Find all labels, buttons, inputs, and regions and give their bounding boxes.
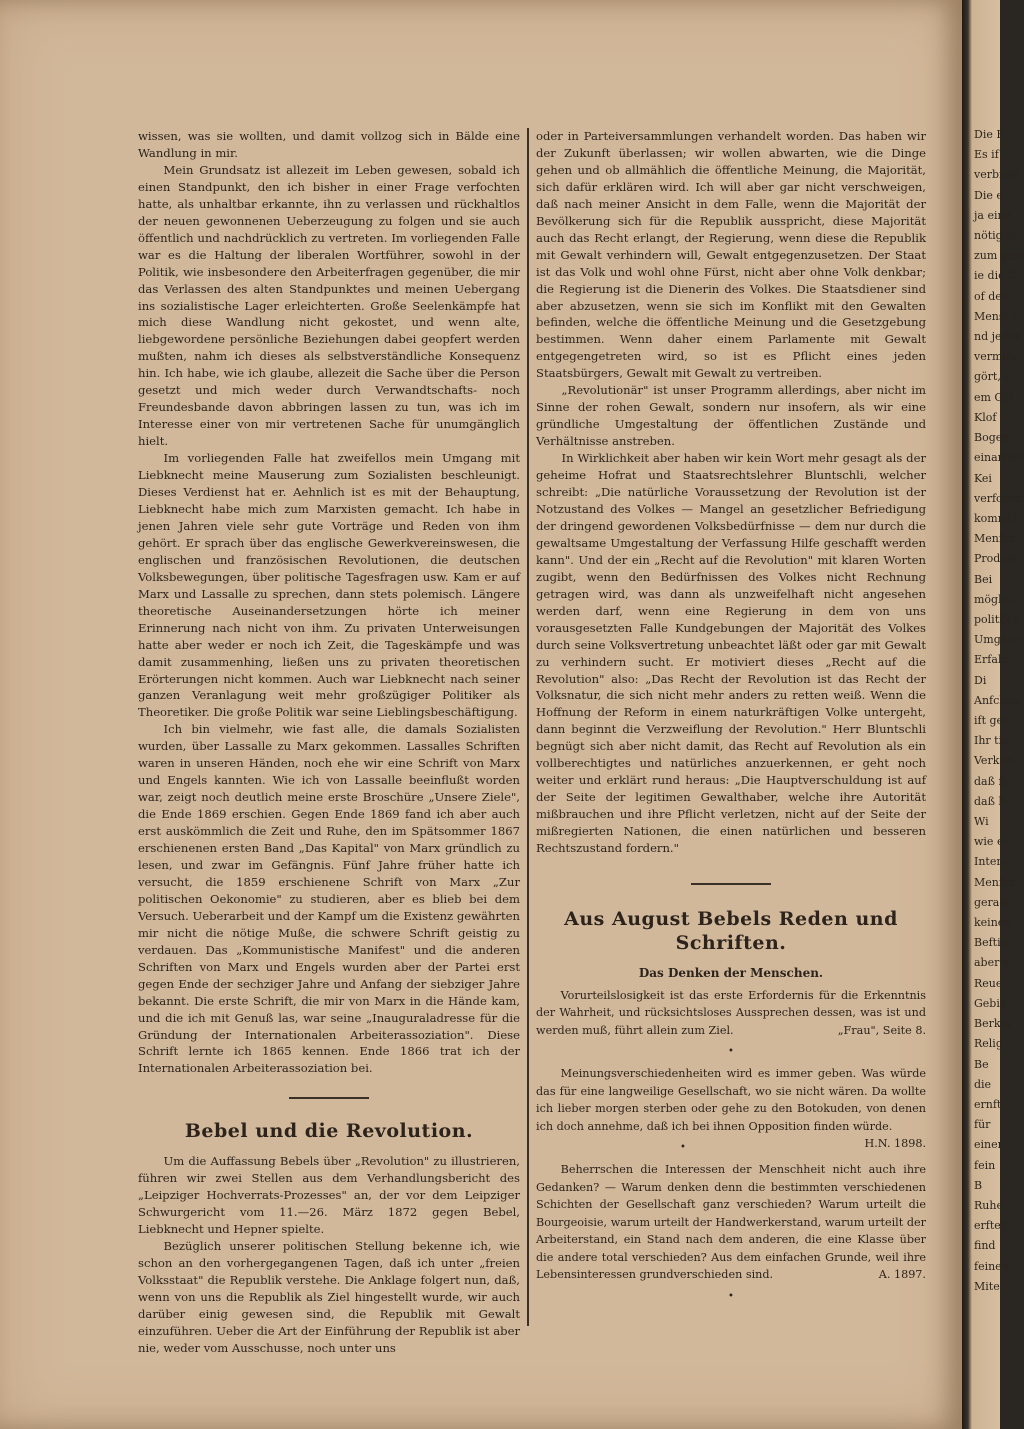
bullet-separator: •: [679, 1142, 686, 1154]
adjacent-page-text: nötig it: [974, 229, 1015, 242]
adjacent-page-text: ja eine: [974, 209, 1012, 222]
adjacent-page-edge: [962, 0, 1024, 1429]
quote-text: Beherrschen die Interessen der Menschheit nicht auch ihre Gedanken? — Warum denken denn die bestimmten verschiedenen Schichten der Gesellschaft ganz verschieden? Warum urteilt die Bourgeoisie, warum urteilt der Handwerkerstand, warum urteilt der Arbeiterstand, ein Stand nach dem anderen, die eine Klasse über die andere total verschieden? Aus dem einfachen Grunde, weil ihre Lebensinteressen grundverschieden sind. A. 1897.: [536, 1161, 926, 1284]
adjacent-page-text: möglich: [974, 593, 1019, 606]
adjacent-page-text: Intere: [974, 855, 1009, 868]
adjacent-page-text: Anfchau: [974, 694, 1020, 707]
adjacent-page-text: für: [974, 1118, 991, 1131]
adjacent-page-text: ie die C: [974, 269, 1017, 282]
quote-source: „Frau", Seite 8.: [837, 1023, 926, 1037]
adjacent-page-text: Verkeh: [974, 754, 1013, 767]
adjacent-page-text: Gebie: [974, 997, 1007, 1010]
section-title: Bebel und die Revolution.: [184, 1120, 474, 1143]
paragraph: Mein Grundsatz ist allezeit im Leben gewesen, sobald ich einen Standpunkt, den ich bisher in einer Frage verfochten hatte, als unhaltbar erkannte, ihn zu verlassen und rückhaltlos der neuen gewonnenen Ueberzeugung zu folgen und sie auch öffentlich und nachdrücklich zu vertreten. Im vorliegenden Falle war es die Haltung der liberalen Wortführer, sowohl in der Politik, wie insbesondere den Arbeiterfragen gegenüber, die mir das Verlassen des alten Standpunktes und meinen Uebergang ins sozialistische Lager erleichterten. Große Seelenkämpfe hat mich diese Wandlung nicht gekostet, und wenn alte, liebgewordene persönliche Beziehungen dabei geopfert werden mußten, nahm ich dieses als selbstverständliche Konsequenz hin. Ich habe, wie ich glaube, allezeit die Sache über die Person gesetzt und mich weder durch Verwandtschafts- noch Freundesbande davon abbringen lassen zu tun, was ich im Interesse einer von mir vertretenen Sache für unumgänglich hielt.: [138, 162, 520, 449]
bullet-separator: •: [728, 1290, 734, 1302]
adjacent-page-text: nd jedes: [974, 330, 1021, 343]
paragraph: wissen, was sie wollten, und damit vollzog sich in Bälde eine Wandlung in mir.: [138, 129, 520, 160]
paragraph: „Revolutionär" ist unser Programm allerdings, aber nicht im Sinne der rohen Gewalt, sondern nur insofern, als wir eine gründliche Umgestaltung der öffentlichen Zustände und Verhältnisse anstreben.: [536, 383, 926, 449]
adjacent-page-text: Menfch: [974, 876, 1017, 889]
adjacent-page-text: Umgang: [974, 633, 1022, 646]
adjacent-page-text: Mite: [974, 1280, 1000, 1293]
section-rule: [289, 1097, 369, 1099]
adjacent-page-text: Bei: [974, 573, 993, 586]
adjacent-page-text: B: [974, 1179, 983, 1192]
adjacent-page-text: gört, i: [974, 370, 1008, 383]
adjacent-page-text: feinen: [974, 1260, 1009, 1273]
adjacent-page-text: Wi: [974, 815, 989, 828]
paragraph: Bezüglich unserer politischen Stellung bekenne ich, wie schon an den vorhergegangenen Tagen, daß ich unter „freien Volksstaat" die Republik verstehe. Die Anklage folgert nun, daß, wenn von uns die Republik als Ziel hingestellt wurde, wir auch darüber einig gewesen sind, die Republik mit Gewalt einzuführen. Ueber die Art der Einführung der Republik ist aber nie, weder vom Ausschusse, noch unter uns: [138, 1239, 520, 1355]
paragraph: oder in Parteiversammlungen verhandelt worden. Das haben wir der Zukunft überlassen; wir wollen abwarten, wie die Dinge gehen und ob allmählich die öffentliche Meinung, die Majorität, sich dafür erklären wird. Ich will aber gar nicht verschweigen, daß nach meiner Ansicht in dem Falle, wenn die Majorität der Bevölkerung sich für die Republik ausspricht, diese Majorität auch das Recht erlangt, der Regierung, wenn diese die Republik mit Gewalt verhindern will, Gewalt entgegenzusetzen. Der Staat ist das Volk und wohl ohne Fürst, nicht aber ohne Volk denkbar; die Regierung ist die Dienerin des Volkes. Die Staatsdiener sind aber abzusetzen, wenn sie sich im Konflikt mit den Gewalten befinden, welche die öffentliche Meinung und die Gesetzgebung bestimmen. Wenn daher einem Parlamente mit Gewalt entgegengetreten wird, so ist es Pflicht eines jeden Staatsbürgers, Gewalt mit Gewalt zu vertreiben.: [536, 129, 926, 381]
adjacent-page-text: em Gei: [974, 391, 1014, 404]
quote-source: A. 1897.: [878, 1268, 926, 1282]
adjacent-page-text: wie ei: [974, 835, 1007, 848]
adjacent-page-text: Klof: [974, 411, 997, 424]
section-title: Aus August Bebels Reden und Schriften.: [564, 907, 898, 954]
left-column: [138, 128, 520, 1357]
adjacent-page-text: politifch: [974, 613, 1020, 626]
adjacent-page-text: aber a: [974, 956, 1010, 969]
quote-text: Vorurteilslosigkeit ist das erste Erfordernis für die Erkenntnis der Wahrheit, und rücksichtsloses Aussprechen dessen, was ist und werden muß, führt allein zum Ziel. „Frau", Seite 8.: [536, 987, 926, 1040]
adjacent-page-text: Kei: [974, 472, 992, 485]
adjacent-page-text: of dem: [974, 290, 1013, 303]
adjacent-page-text: Ruhe: [974, 1199, 1003, 1212]
adjacent-page-text: kommt): [974, 512, 1017, 525]
adjacent-page-text: Bogen: [974, 431, 1010, 444]
adjacent-page-text: die: [974, 1078, 992, 1091]
adjacent-page-text: Berkla: [974, 1017, 1011, 1030]
adjacent-page-text: Di: [974, 674, 987, 687]
section-rule: [691, 883, 771, 885]
paragraph: Ich bin vielmehr, wie fast alle, die damals Sozialisten wurden, über Lassalle zu Marx gekommen. Lassalles Schriften waren in unseren Händen, noch ehe wir eine Schrift von Marx und Engels kannten. Wie ich von Lassalle beeinflußt worden war, zeigt noch deutlich meine erste Broschüre „Unsere Ziele", die Ende 1869 erschien. Gegen Ende 1869 fand ich aber auch erst auskömmlich die Zeit und Ruhe, den im Spätsommer 1867 erschienenen ersten Band „Das Kapital" von Marx gründlich zu lesen, und zwar im Gefängnis. Fünf Jahre früher hatte ich versucht, die 1859 erschienene Schrift von Marx „Zur politischen Oekonomie" zu studieren, aber es blieb bei dem Versuch. Ueberarbeit und der Kampf um die Existenz gewährten mir nicht die nötige Muße, die schwere Schrift geistig zu verdauen. Das „Kommunistische Manifest" und die anderen Schriften von Marx und Engels wurden aber der Partei erst gegen Ende der sechziger Jahre und Anfang der siebziger Jahre bekannt. Die erste Schrift, die mir von Marx in die Hände kam, und die ich mit Genuß las, war seine „Inauguraladresse für die Gründung der Internationalen Arbeiterassoziation". Diese Schrift lernte ich 1865 kennen. Ende 1866 trat ich der Internationalen Arbeiterassoziation bei.: [138, 722, 520, 1076]
adjacent-page-text: verfchre: [974, 492, 1022, 505]
adjacent-page-text: find: [974, 1239, 996, 1252]
adjacent-page-text: fein: [974, 1159, 996, 1172]
adjacent-page-text: gerade: [974, 896, 1013, 909]
adjacent-page-text: daß b: [974, 795, 1006, 808]
paragraph: Um die Auffassung Bebels über „Revolution" zu illustrieren, führen wir zwei Stellen aus dem Verhandlungsbericht des „Leipziger Hochverrats-Prozesses" an, der vor dem Leipziger Schwurgericht vom 11.—26. März 1872 gegen Bebel, Liebknecht und Hepner spielte.: [138, 1154, 520, 1237]
section-subtitle: Das Denken der Menschen.: [638, 965, 824, 980]
adjacent-page-text: Beftiu: [974, 936, 1008, 949]
adjacent-page-text: ernfti: [974, 1098, 1005, 1111]
adjacent-page-text: Reue: [974, 977, 1003, 990]
adjacent-page-text: Produkt: [974, 552, 1019, 565]
adjacent-page-text: zum gele: [974, 249, 1024, 262]
column-divider: [527, 128, 529, 1326]
adjacent-page-text: Relig: [974, 1037, 1003, 1050]
paragraph: Im vorliegenden Falle hat zweifellos mein Umgang mit Liebknecht meine Mauserung zum Sozialisten beschleunigt. Dieses Verdienst hat er. Aehnlich ist es mit der Behauptung, Liebknecht habe mich zum Marxisten gemacht. Ich habe in jenen Jahren viele sehr gute Vorträge und Reden von ihm gehört. Er sprach über das englische Gewerkvereinswesen, die englischen und französischen Revolutionen, die deutschen Volksbewegungen, über politische Tagesfragen usw. Kam er auf Marx und Lassalle zu sprechen, dann stets polemisch. Längere theoretische Auseinandersetzungen hörte ich meiner Erinnerung nach nicht von ihm. Zu privaten Unterweisungen hatte aber weder er noch ich Zeit, die Tageskämpfe und was damit zusammenhing, ließen uns zu privaten theoretischen Erörterungen nicht kommen. Auch war Liebknecht nach seiner ganzen Veranlagung weit mehr großzügiger Politiker als Theoretiker. Die große Politik war seine Lieblingsbeschäftigung.: [138, 451, 520, 720]
adjacent-page-text: vermilu: [974, 350, 1017, 363]
right-column: [536, 128, 926, 1310]
paragraph: In Wirklichkeit aber haben wir kein Wort mehr gesagt als der geheime Hofrat und Staatsrechtslehrer Bluntschli, welcher schreibt: „Die natürliche Voraussetzung der Revolution ist der Notzustand des Volkes — Mangel an gesetzlicher Befriedigung der dringend gewordenen Volksbedürfnisse — dem nur durch die gewaltsame Umgestaltung der Verfassung Hilfe geschafft werden kann". Und der ein „Recht auf die Revolution" mit klaren Worten zugibt, wenn den Bedürfnissen des Volkes nicht Rechnung getragen wird, was dann als unzweifelhaft nicht angesehen werden darf, wenn eine Regierung in dem von uns vorausgesetzten Falle Kundgebungen der Majorität des Volkes durch seine Volksvertretung unbeachtet läßt oder gar mit Gewalt zu verhindern sucht. Er motiviert dieses „Recht auf die Revolution" also: „Das Recht der Revolution ist das Recht der Volksnatur, die sich nicht mehr anders zu retten weiß. Wenn die Hoffnung der Reform in einem naturkräftigen Volke untergeht, dann beginnt die Verzweiflung der Revolution." Herr Bluntschli begnügt sich aber nicht damit, das Recht auf Revolution als ein vollberechtigtes und natürliches anzuerkennen, er geht noch weiter und erklärt rund heraus: „Die Hauptverschuldung ist auf der Seite der legitimen Gewalthaber, welche ihre Autorität mißbrauchen und ihre Pflicht verletzen, nicht auf der Seite der mißregierten Nationen, die einen natürlichen und besseren Rechtszustand fordern.": [536, 451, 926, 856]
adjacent-page-text: Ihr tie: [974, 734, 1009, 747]
adjacent-page-text: Erfahr: [974, 653, 1011, 666]
adjacent-page-text: Die e: [974, 189, 1003, 202]
quote-source: H.N. 1898.: [864, 1137, 926, 1151]
adjacent-page-text: Menfch: [974, 532, 1017, 545]
adjacent-page-text: einander: [974, 451, 1024, 464]
adjacent-page-text: Die R: [974, 128, 1005, 141]
adjacent-page-text: erfter: [974, 1219, 1007, 1232]
adjacent-page-text: einer: [974, 1138, 1003, 1151]
adjacent-page-text: Be: [974, 1058, 989, 1071]
adjacent-page-text: Es if: [974, 148, 999, 161]
quote-text: Meinungsverschiedenheiten wird es immer geben. Was würde das für eine langweilige Gesellschaft, wo sie nicht wären. Da wollte ich lieber morgen sterben oder gehe zu den Botokuden, von denen ich doch annehme, daß ich bei ihnen Opposition finden würde. H.N. 1898.: [536, 1065, 926, 1135]
adjacent-page-text: daß fo: [974, 775, 1010, 788]
adjacent-page-text: verbreit: [974, 168, 1019, 181]
adjacent-page-text: Mens- v: [974, 310, 1018, 323]
adjacent-page-text: keines: [974, 916, 1010, 929]
adjacent-page-text: ift gefl: [974, 714, 1011, 727]
bullet-separator: •: [728, 1046, 734, 1058]
